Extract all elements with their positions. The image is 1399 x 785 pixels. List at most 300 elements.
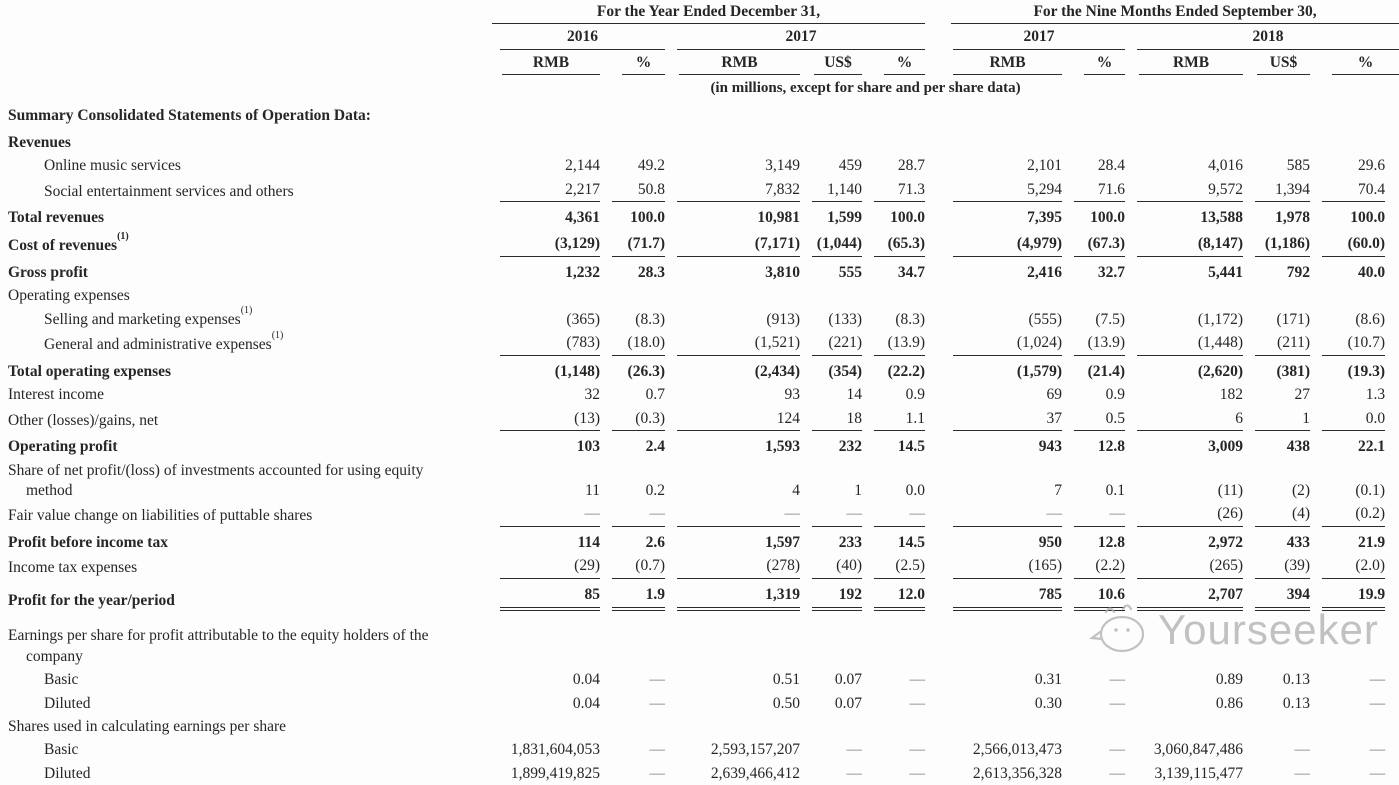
col-header: RMB — [665, 51, 800, 76]
cell-value: 0.50 — [772, 694, 800, 712]
cell-value: — — [665, 502, 800, 527]
cell-value: — — [649, 764, 665, 782]
cell-value: 1,394 — [1243, 178, 1310, 203]
cell-value: — — [909, 741, 926, 759]
cell-value: 1,899,419,825 — [510, 764, 600, 782]
col-header: % — [600, 51, 665, 76]
cell-value: (3,129) — [488, 229, 600, 257]
cell-value — [488, 715, 600, 738]
cell-value: 2,101 — [1027, 157, 1063, 175]
cell-value: 28.7 — [897, 157, 926, 175]
cell-value: 37 — [925, 407, 1062, 432]
cell-value: 0.9 — [1105, 386, 1126, 404]
cell-value: (2.2) — [1062, 554, 1125, 579]
col-header: RMB — [1125, 51, 1243, 76]
cell-value: 14.5 — [897, 533, 926, 551]
cell-value: 22.1 — [1357, 438, 1386, 456]
row-label: Cost of revenues$^{(1)}$ — [8, 231, 129, 255]
cell-value — [925, 101, 1062, 127]
col-header: % — [1310, 51, 1399, 76]
cell-value: (22.2) — [887, 362, 926, 380]
table-row — [0, 738, 1399, 761]
cell-value — [1062, 612, 1125, 668]
table-row — [0, 357, 1399, 383]
cell-value: 14.5 — [897, 438, 926, 456]
cell-value — [1310, 715, 1399, 738]
cell-value — [862, 101, 925, 127]
cell-value: 0.1 — [1105, 481, 1126, 499]
cell-value: (913) — [766, 310, 800, 328]
period-group-year-ended: For the Year Ended December 31, — [488, 0, 925, 25]
cell-value: (65.3) — [862, 229, 925, 257]
cell-value: — — [846, 764, 862, 782]
cell-value: (10.7) — [1310, 331, 1399, 356]
cell-value: — — [1369, 671, 1386, 689]
cell-value — [600, 612, 665, 668]
cell-value: — — [1109, 694, 1126, 712]
cell-value: 585 — [1286, 157, 1311, 175]
cell-value: 1,978 — [1275, 208, 1311, 226]
cell-value — [862, 128, 925, 154]
cell-value: (21.4) — [1087, 362, 1126, 380]
table-row — [0, 284, 1399, 307]
cell-value: — — [649, 671, 665, 689]
table-row — [0, 715, 1399, 738]
cell-value: (354) — [828, 362, 862, 380]
table-row — [0, 178, 1399, 203]
cell-value: 2,217 — [488, 178, 600, 203]
cell-value: 7 — [1054, 481, 1063, 499]
cell-value: 50.8 — [600, 178, 665, 203]
cell-value: 0.2 — [645, 481, 665, 499]
cell-value: (1,148) — [554, 362, 600, 380]
row-label: Summary Consolidated Statements of Operation Data: — [8, 107, 371, 125]
cell-value: 28.4 — [1097, 157, 1126, 175]
cell-value: 433 — [1286, 533, 1311, 551]
table-header — [0, 0, 1399, 101]
cell-value: — — [1294, 764, 1311, 782]
cell-value: (1,186) — [1243, 229, 1310, 257]
row-label: Fair value change on liabilities of puttable shares — [8, 507, 313, 525]
cell-value: — — [649, 741, 665, 759]
cell-value — [665, 101, 800, 127]
cell-value: — — [1369, 741, 1386, 759]
cell-value: 2,707 — [1125, 580, 1243, 612]
cell-value: 1,319 — [665, 580, 800, 612]
cell-value: (29) — [488, 554, 600, 579]
cell-value: 69 — [1046, 386, 1063, 404]
cell-value: (4) — [1243, 502, 1310, 527]
cell-value: 10.6 — [1062, 580, 1125, 612]
cell-value: 2,593,157,207 — [710, 741, 800, 759]
row-label: Operating expenses — [8, 287, 130, 305]
cell-value: 7,832 — [665, 178, 800, 203]
cell-value: 49.2 — [637, 157, 665, 175]
cell-value: 12.0 — [862, 580, 925, 612]
cell-value: (0.2) — [1310, 502, 1399, 527]
col-header: RMB — [925, 51, 1062, 76]
cell-value: 438 — [1286, 438, 1311, 456]
year-row — [0, 25, 1399, 50]
cell-value: (4,979) — [925, 229, 1062, 257]
cell-value: (555) — [1028, 310, 1063, 328]
cell-value: (211) — [1243, 331, 1310, 356]
table-row — [0, 101, 1399, 127]
row-label: Revenues — [8, 133, 71, 151]
cell-value: 1,140 — [800, 178, 862, 203]
cell-value: 2,639,466,412 — [710, 764, 800, 782]
row-label: Online music services — [44, 157, 181, 175]
cell-value: (1,448) — [1125, 331, 1243, 356]
cell-value: 0.0 — [1310, 407, 1399, 432]
cell-value: (1,172) — [1197, 310, 1244, 328]
cell-value — [800, 284, 862, 307]
col-header: % — [1062, 51, 1125, 76]
row-label: Income tax expenses — [8, 559, 138, 577]
cell-value: 555 — [838, 263, 862, 281]
cell-value — [1243, 128, 1310, 154]
cell-value: 32 — [584, 386, 600, 404]
footnote-marker: (1) — [240, 304, 253, 316]
cell-value: (1,579) — [1016, 362, 1063, 380]
cell-value: 2,416 — [1027, 263, 1063, 281]
cell-value: (0.3) — [600, 407, 665, 432]
cell-value: (11) — [1217, 481, 1244, 499]
table-body — [0, 101, 1399, 785]
cell-value: — — [1369, 764, 1386, 782]
cell-value — [1243, 715, 1310, 738]
cell-value: (2.5) — [862, 554, 925, 579]
table-row — [0, 229, 1399, 257]
cell-value: 792 — [1286, 263, 1311, 281]
cell-value — [1062, 284, 1125, 307]
row-label: Share of net profit/(loss) of investments accounted for using equity method — [8, 461, 424, 499]
row-label: Operating profit — [8, 438, 118, 456]
row-label: Profit for the year/period — [8, 591, 175, 609]
cell-value — [1243, 284, 1310, 307]
cell-value: 28.3 — [637, 263, 665, 281]
cell-value: (221) — [800, 331, 862, 356]
cell-value: (2) — [1291, 481, 1311, 499]
cell-value: 7,395 — [1027, 208, 1063, 226]
cell-value: 0.07 — [834, 671, 862, 689]
cell-value: 1 — [854, 481, 862, 499]
cell-value — [600, 715, 665, 738]
table-row — [0, 331, 1399, 356]
year-2017-nine-months: 2017 — [925, 25, 1125, 50]
cell-value: (8.3) — [635, 310, 665, 328]
table-row — [0, 668, 1399, 691]
cell-value: 1,232 — [565, 263, 600, 281]
cell-value: 114 — [577, 533, 600, 551]
cell-value: 4 — [792, 481, 800, 499]
cell-value: 192 — [800, 580, 862, 612]
year-2017: 2017 — [665, 25, 925, 50]
cell-value — [488, 284, 600, 307]
table-row — [0, 203, 1399, 229]
cell-value: 0.89 — [1215, 671, 1244, 689]
table-row — [0, 762, 1399, 785]
cell-value — [665, 284, 800, 307]
cell-value — [1310, 101, 1399, 127]
cell-value: 0.0 — [905, 481, 926, 499]
col-header: US$ — [1243, 51, 1310, 76]
cell-value: (278) — [665, 554, 800, 579]
cell-value: 5,441 — [1208, 263, 1244, 281]
cell-value: — — [1369, 694, 1386, 712]
cell-value — [862, 715, 925, 738]
row-label: Gross profit — [8, 263, 88, 281]
cell-value: 71.6 — [1062, 178, 1125, 203]
cell-value: 0.7 — [645, 386, 665, 404]
row-label: Total operating expenses — [8, 362, 172, 380]
cell-value: 943 — [1038, 438, 1063, 456]
cell-value: (26) — [1125, 502, 1243, 527]
table-row — [0, 502, 1399, 527]
cell-value: (7,171) — [665, 229, 800, 257]
cell-value: (26.3) — [627, 362, 665, 380]
cell-value: 0.5 — [1062, 407, 1125, 432]
cell-value: 1,597 — [765, 533, 800, 551]
cell-value — [925, 128, 1062, 154]
cell-value: (8.6) — [1355, 310, 1386, 328]
cell-value — [1125, 612, 1243, 668]
cell-value: 0.04 — [572, 694, 600, 712]
cell-value: (19.3) — [1347, 362, 1386, 380]
table-row — [0, 383, 1399, 406]
table-row — [0, 528, 1399, 554]
row-label: Basic — [44, 671, 79, 689]
table-row — [0, 554, 1399, 579]
cell-value — [800, 101, 862, 127]
cell-value: (39) — [1243, 554, 1310, 579]
cell-value — [800, 715, 862, 738]
table-row — [0, 407, 1399, 432]
table-row — [0, 258, 1399, 284]
col-header: % — [862, 51, 925, 76]
cell-value: (783) — [488, 331, 600, 356]
cell-value: (40) — [800, 554, 862, 579]
cell-value — [925, 715, 1062, 738]
cell-value: — — [1062, 502, 1125, 527]
cell-value: 0.86 — [1215, 694, 1244, 712]
cell-value: 1,593 — [765, 438, 800, 456]
cell-value: 3,139,115,477 — [1154, 764, 1244, 782]
row-label: General and administrative expenses$^{(1)}$ — [44, 330, 284, 354]
row-label: Interest income — [8, 386, 104, 404]
cell-value — [862, 612, 925, 668]
cell-value: 232 — [838, 438, 862, 456]
units-note: (in millions, except for share and per share data) — [710, 80, 1021, 97]
cell-value: 4,361 — [565, 208, 600, 226]
cell-value: 100.0 — [1090, 208, 1126, 226]
row-label: Shares used in calculating earnings per share — [8, 718, 287, 736]
row-label: Diluted — [44, 694, 91, 712]
cell-value: 459 — [838, 157, 862, 175]
cell-value — [1243, 101, 1310, 127]
cell-value: 124 — [665, 407, 800, 432]
cell-value: 14 — [846, 386, 862, 404]
cell-value: 27 — [1294, 386, 1311, 404]
cell-value: 2,613,356,328 — [972, 764, 1063, 782]
cell-value: (381) — [1276, 362, 1311, 380]
cell-value: 34.7 — [897, 263, 926, 281]
row-label: Social entertainment services and others — [44, 182, 294, 200]
cell-value: 93 — [784, 386, 800, 404]
cell-value: — — [1109, 671, 1126, 689]
cell-value — [925, 612, 1062, 668]
cell-value — [600, 101, 665, 127]
cell-value: 3,149 — [765, 157, 800, 175]
cell-value — [800, 128, 862, 154]
cell-value: (2,434) — [754, 362, 800, 380]
table-row — [0, 459, 1399, 503]
cell-value — [1062, 128, 1125, 154]
cell-value: 103 — [576, 438, 600, 456]
cell-value: 1 — [1243, 407, 1310, 432]
cell-value: 2.4 — [645, 438, 665, 456]
period-group-nine-months: For the Nine Months Ended September 30, — [925, 0, 1399, 25]
cell-value: 0.07 — [834, 694, 862, 712]
cell-value: (1,521) — [665, 331, 800, 356]
cell-value: 0.13 — [1282, 671, 1311, 689]
cell-value — [1125, 284, 1243, 307]
currency-row — [0, 51, 1399, 76]
cell-value — [800, 612, 862, 668]
cell-value: (7.5) — [1095, 310, 1126, 328]
cell-value: — — [909, 671, 926, 689]
cell-value: 0.13 — [1282, 694, 1311, 712]
cell-value: 29.6 — [1357, 157, 1386, 175]
cell-value: 394 — [1243, 580, 1310, 612]
cell-value: 11 — [585, 481, 600, 499]
cell-value: 1,599 — [827, 208, 862, 226]
cell-value: 10,981 — [757, 208, 800, 226]
table-row — [0, 128, 1399, 154]
cell-value: 1.1 — [862, 407, 925, 432]
year-2016: 2016 — [488, 25, 665, 50]
row-label: Basic — [44, 741, 79, 759]
cell-value: (13) — [488, 407, 600, 432]
cell-value: — — [800, 502, 862, 527]
row-label: Diluted — [44, 764, 91, 782]
table-row — [0, 432, 1399, 458]
table-row — [0, 154, 1399, 177]
cell-value: — — [488, 502, 600, 527]
cell-value: 21.9 — [1357, 533, 1386, 551]
cell-value — [1310, 128, 1399, 154]
cell-value: — — [925, 502, 1062, 527]
cell-value: 100.0 — [630, 208, 665, 226]
cell-value: 785 — [925, 580, 1062, 612]
cell-value: — — [862, 502, 925, 527]
table-row — [0, 580, 1399, 612]
cell-value: 1,831,604,053 — [510, 741, 600, 759]
col-header: RMB — [488, 51, 600, 76]
cell-value: 1.3 — [1365, 386, 1386, 404]
cell-value: — — [846, 741, 862, 759]
footnote-marker: (1) — [271, 330, 284, 342]
cell-value — [1125, 101, 1243, 127]
cell-value: (13.9) — [1062, 331, 1125, 356]
cell-value: 0.30 — [1034, 694, 1063, 712]
cell-value — [1125, 128, 1243, 154]
col-header: US$ — [800, 51, 862, 76]
cell-value: 3,060,847,486 — [1153, 741, 1244, 759]
cell-value: 233 — [838, 533, 862, 551]
cell-value: — — [649, 694, 665, 712]
cell-value: 13,588 — [1200, 208, 1244, 226]
cell-value — [665, 715, 800, 738]
cell-value: (2,620) — [1197, 362, 1244, 380]
row-label: Profit before income tax — [8, 533, 168, 551]
cell-value: 2,566,013,473 — [972, 741, 1063, 759]
row-label: Total revenues — [8, 208, 105, 226]
cell-value: (165) — [925, 554, 1062, 579]
cell-value — [1310, 284, 1399, 307]
cell-value: (0.1) — [1355, 481, 1386, 499]
cell-value — [600, 284, 665, 307]
cell-value: 40.0 — [1357, 263, 1386, 281]
cell-value: 3,009 — [1208, 438, 1244, 456]
row-label: Selling and marketing expenses$^{(1)}$ — [44, 304, 253, 328]
cell-value: 0.9 — [905, 386, 926, 404]
cell-value: 950 — [1038, 533, 1063, 551]
watermark-text: Yourseeker — [1158, 605, 1379, 653]
cell-value: 12.8 — [1097, 533, 1126, 551]
cell-value: — — [1109, 764, 1126, 782]
cell-value: (71.7) — [600, 229, 665, 257]
cell-value: (8,147) — [1125, 229, 1243, 257]
cell-value: 0.04 — [572, 671, 600, 689]
cell-value: (60.0) — [1310, 229, 1399, 257]
year-2018: 2018 — [1125, 25, 1399, 50]
cell-value: 9,572 — [1125, 178, 1243, 203]
cell-value: 12.8 — [1097, 438, 1126, 456]
cell-value: 0.31 — [1034, 671, 1063, 689]
row-label: Other (losses)/gains, net — [8, 411, 159, 429]
cell-value: — — [1294, 741, 1311, 759]
cell-value: 70.4 — [1310, 178, 1399, 203]
cell-value: 3,810 — [765, 263, 800, 281]
table-row — [0, 612, 1399, 668]
cell-value: (8.3) — [895, 310, 926, 328]
table-row — [0, 308, 1399, 331]
cell-value — [600, 128, 665, 154]
cell-value — [1125, 715, 1243, 738]
units-note-row — [0, 76, 1399, 101]
cell-value: 100.0 — [1350, 208, 1386, 226]
cell-value — [1062, 715, 1125, 738]
cell-value: (171) — [1276, 310, 1311, 328]
cell-value — [665, 612, 800, 668]
cell-value — [488, 128, 600, 154]
cell-value — [925, 284, 1062, 307]
cell-value: (1,044) — [800, 229, 862, 257]
cell-value: — — [909, 764, 926, 782]
cell-value: — — [1109, 741, 1126, 759]
table-row — [0, 692, 1399, 715]
cell-value: (265) — [1125, 554, 1243, 579]
cell-value: (18.0) — [600, 331, 665, 356]
cell-value: 6 — [1125, 407, 1243, 432]
cell-value: 100.0 — [890, 208, 926, 226]
row-label: Earnings per share for profit attributable to the equity holders of the company — [8, 627, 429, 665]
cell-value: (133) — [828, 310, 862, 328]
cell-value — [488, 101, 600, 127]
cell-value: 5,294 — [925, 178, 1062, 203]
cell-value: (0.7) — [600, 554, 665, 579]
